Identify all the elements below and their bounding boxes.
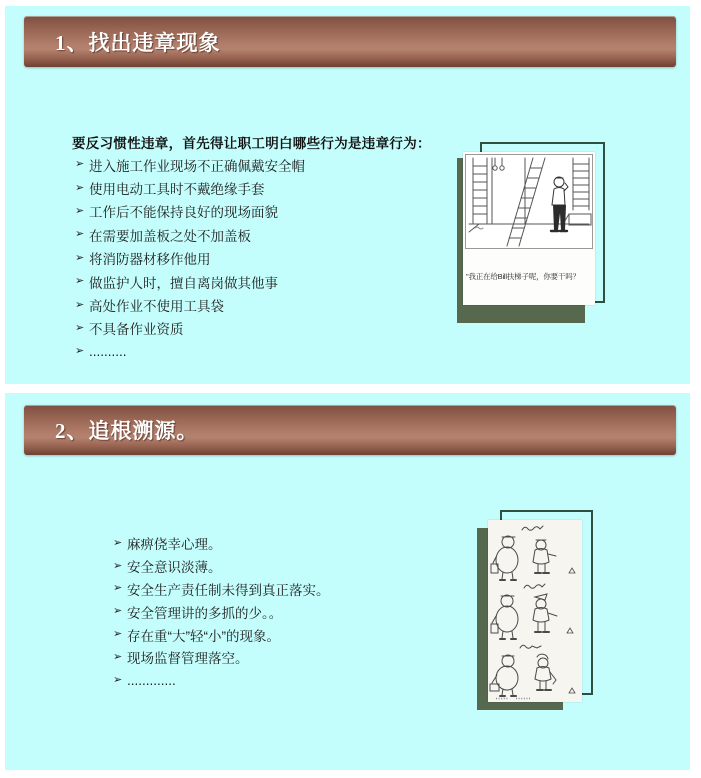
list-item: [75, 247, 305, 270]
violation-list: [75, 153, 305, 364]
list-item-label: 安全意识淡薄。: [127, 560, 222, 576]
bullet-arrow-icon: ➢: [75, 204, 85, 217]
slide-1-title-banner: [24, 16, 676, 67]
list-item-label: 安全生产责任制未得到真正落实。: [127, 582, 330, 598]
bullet-arrow-icon: ➢: [113, 605, 123, 618]
list-item-label: 在需要加盖板之处不加盖板: [89, 228, 251, 244]
list-item-label: 进入施工作业现场不正确佩戴安全帽: [89, 158, 305, 174]
list-item-label: .............: [127, 672, 176, 688]
bullet-arrow-icon: ➢: [75, 228, 85, 241]
bullet-arrow-icon: ➢: [113, 628, 123, 641]
ladder-cartoon-image: [463, 152, 595, 252]
list-item-label: 安全管理讲的多抓的少。。: [127, 605, 283, 621]
list-item: [75, 153, 305, 176]
bullet-arrow-icon: ➢: [75, 251, 85, 264]
bullet-arrow-icon: ➢: [75, 158, 85, 171]
bullet-arrow-icon: ➢: [113, 536, 123, 549]
bullet-arrow-icon: ➢: [75, 275, 85, 288]
slide-2-title-banner: [24, 405, 676, 455]
list-item: [75, 200, 305, 223]
list-item-label: 现场监督管理落空。: [127, 651, 249, 667]
slide-1-title: 1、找出违章现象: [55, 30, 221, 55]
bullet-arrow-icon: ➢: [113, 559, 123, 572]
slide-2-title: 2、追根溯源。: [55, 419, 199, 443]
cartoon-photo: [463, 152, 595, 305]
cartoon-figure-comic: [475, 508, 601, 718]
list-item: [113, 623, 330, 646]
root-cause-list: [113, 532, 330, 692]
cartoon-figure-ladder: [455, 136, 617, 328]
bullet-arrow-icon: ➢: [75, 181, 85, 194]
intro-text: 要反习惯性违章，首先得让职工明白哪些行为是违章行为：: [72, 135, 431, 151]
list-item: [75, 270, 305, 293]
comic-photo: [488, 520, 582, 702]
bullet-arrow-icon: ➢: [113, 650, 123, 663]
list-item-label: 存在重“大”轻“小”的现象。: [127, 628, 280, 644]
list-item: [75, 223, 305, 246]
list-item: [113, 600, 330, 623]
list-item: [75, 317, 305, 340]
bullet-arrow-icon: ➢: [113, 582, 123, 595]
list-item-label: 不具备作业资质: [89, 322, 184, 338]
list-item: [75, 293, 305, 316]
list-item-label: 麻痹侥幸心理。: [127, 537, 222, 553]
list-item-label: 将消防器材移作他用: [89, 252, 211, 268]
list-item: [113, 578, 330, 601]
slide-2: [5, 393, 690, 770]
bullet-arrow-icon: ➢: [75, 298, 85, 311]
list-item-label: 工作后不能保持良好的现场面貌: [89, 205, 278, 221]
list-item: [113, 646, 330, 669]
list-item: [113, 555, 330, 578]
list-item-label: ..........: [89, 344, 127, 360]
bullet-arrow-icon: ➢: [75, 345, 85, 358]
cartoon-caption: "我正在给Bill扶梯子呢，你要干吗？: [466, 272, 580, 281]
list-item: [113, 669, 330, 692]
list-item: [113, 532, 330, 555]
bullet-arrow-icon: ➢: [113, 673, 123, 686]
slide-1: [5, 6, 690, 384]
list-item-label: 高处作业不使用工具袋: [89, 299, 224, 315]
list-item-label: 使用电动工具时不戴绝缘手套: [89, 182, 265, 198]
list-item-label: 做监护人时，擅自离岗做其他事: [89, 275, 278, 291]
list-item: [75, 176, 305, 199]
list-item: [75, 340, 305, 363]
bullet-arrow-icon: ➢: [75, 321, 85, 334]
comic-strip-image: [488, 520, 582, 702]
